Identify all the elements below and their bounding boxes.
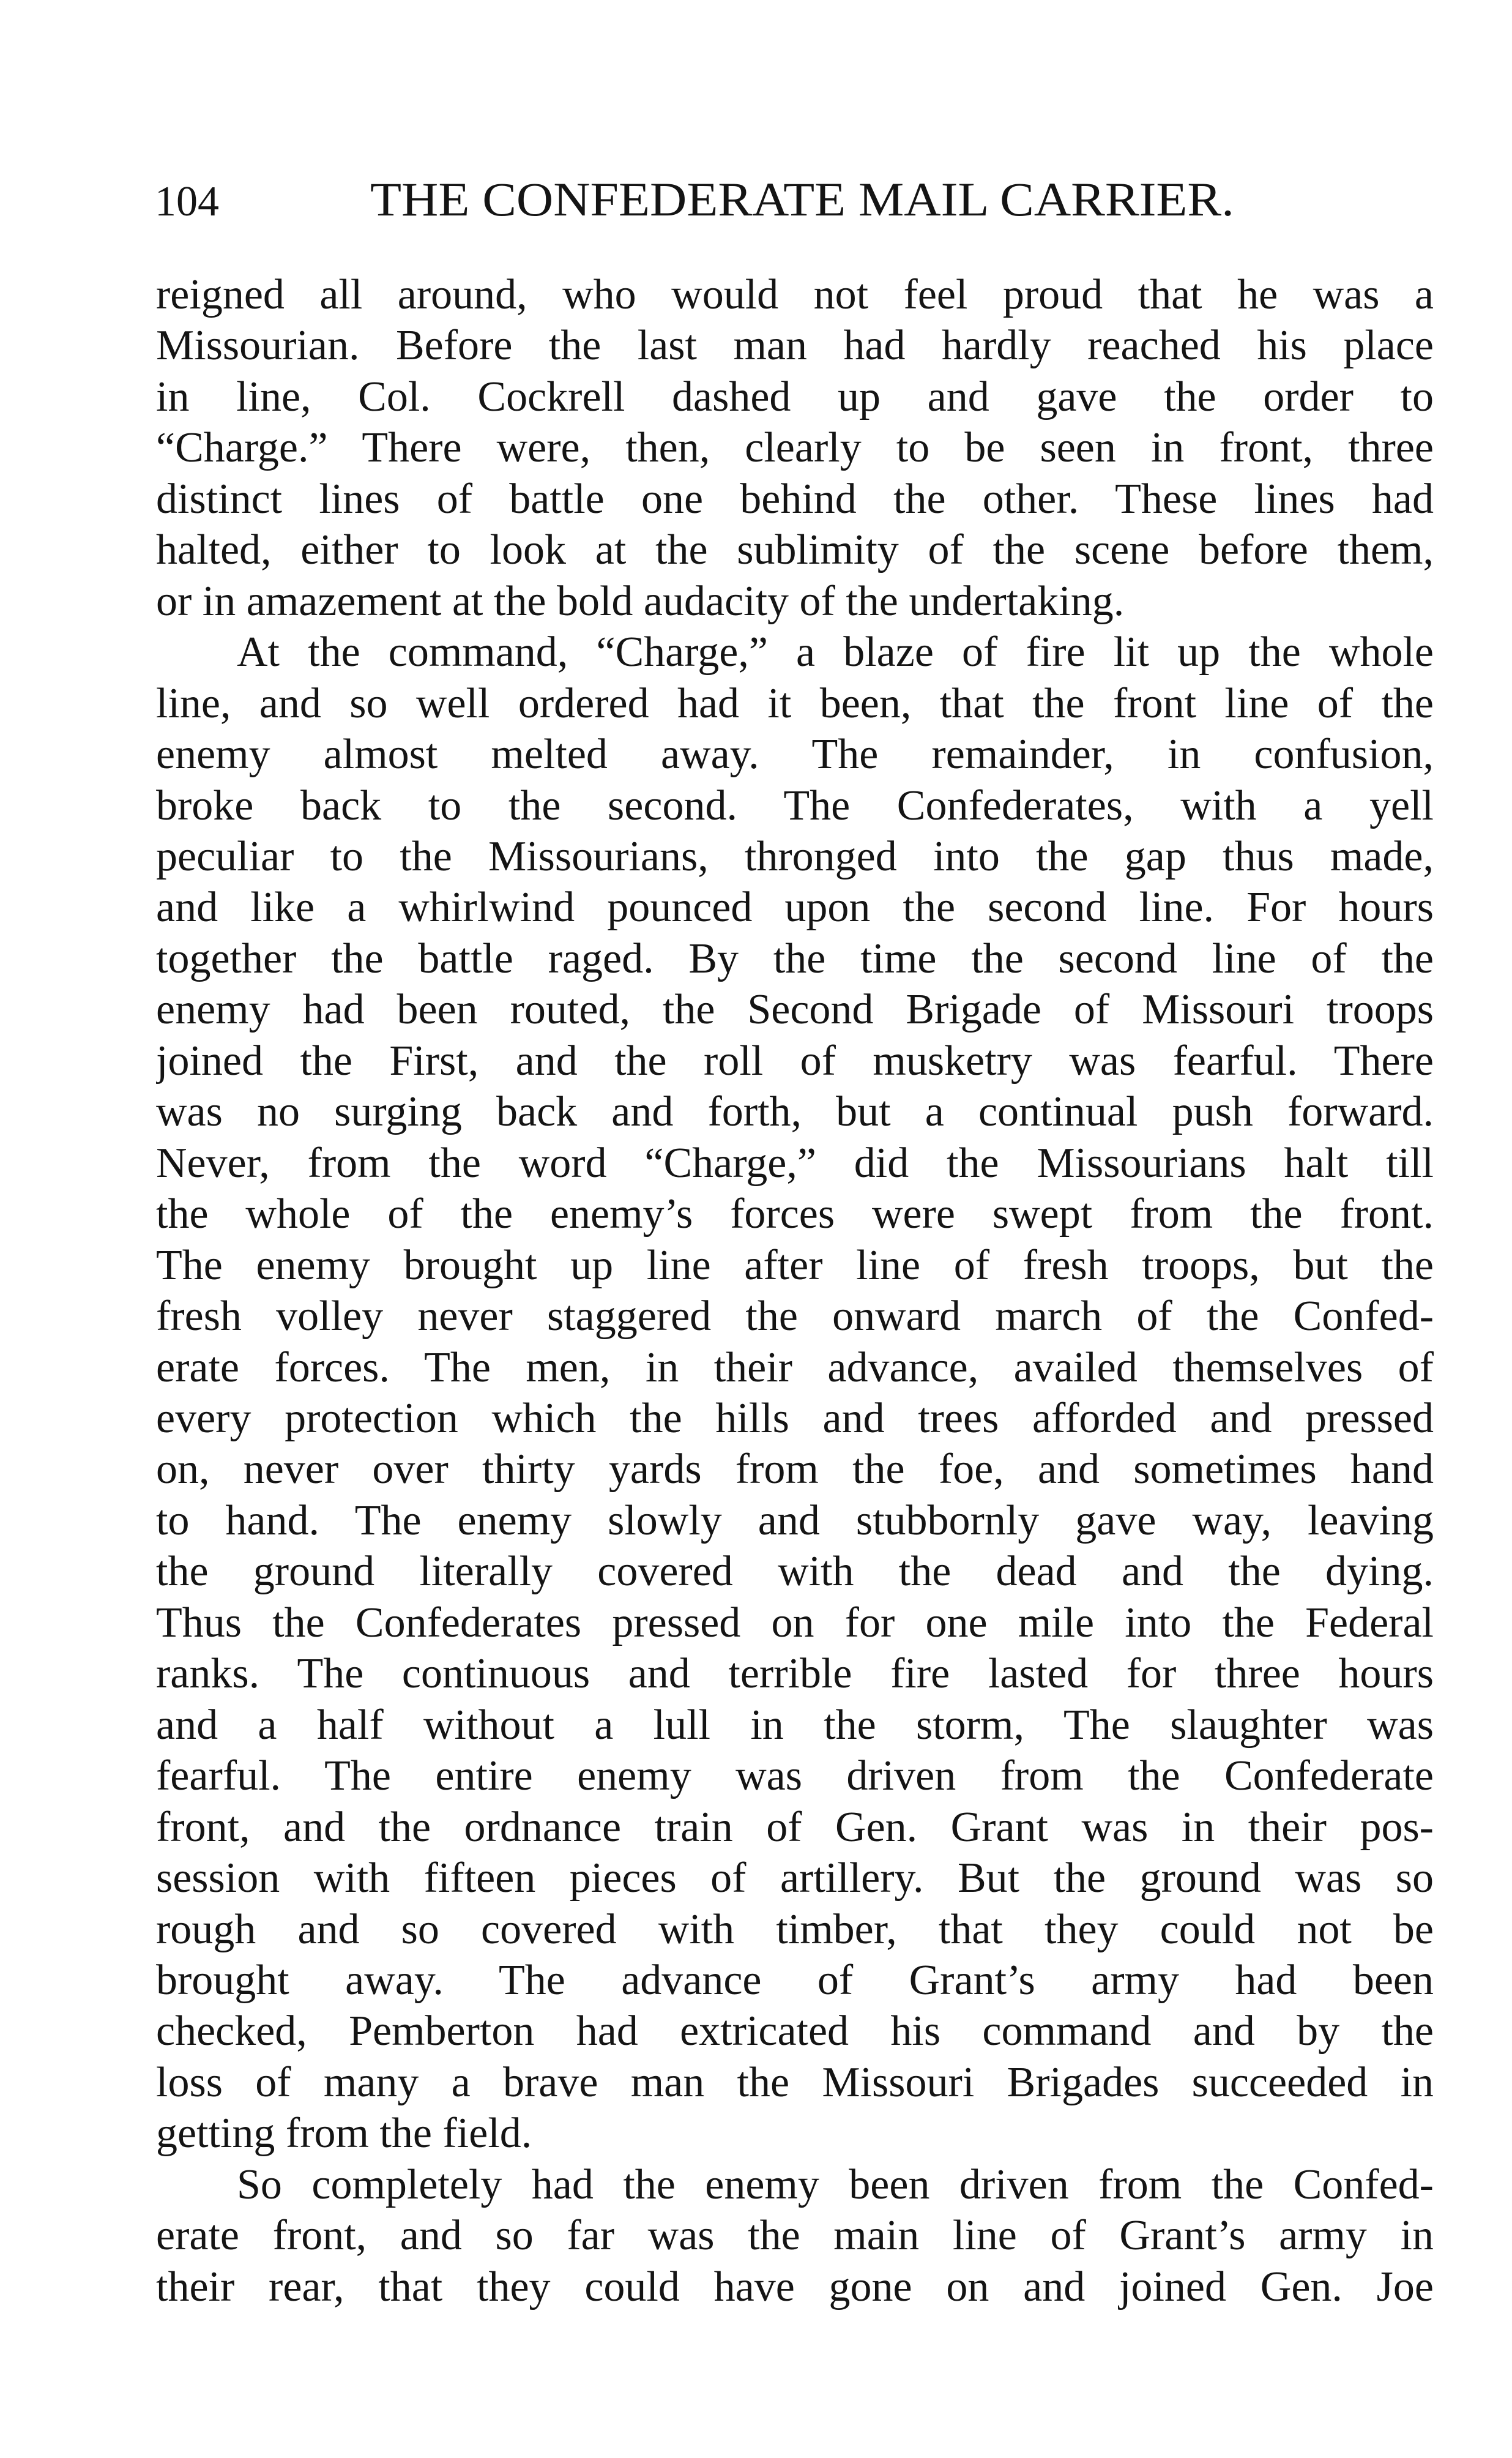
text-line: to hand. The enemy slowly and stubbornly gave way, leaving: [156, 1496, 1434, 1544]
text-line: every protection which the hills and trees afforded and pressed: [156, 1394, 1434, 1442]
text-line: line, and so well ordered had it been, that the front line of the: [156, 679, 1434, 727]
text-line: enemy almost melted away. The remainder, in confusion,: [156, 731, 1434, 779]
text-line: rough and so covered with timber, that they could not be: [156, 1905, 1434, 1953]
paragraph-last-line: or in amazement at the bold audacity of the undertaking.: [156, 577, 1125, 625]
text-line: enemy had been routed, the Second Brigade of Missouri troops: [156, 986, 1434, 1034]
text-line: fearful. The entire enemy was driven from the Confederate: [156, 1752, 1434, 1800]
text-line: and a half without a lull in the storm, The slaughter was: [156, 1701, 1434, 1749]
text-line: distinct lines of battle one behind the other. These lines had: [156, 475, 1434, 523]
page-number: 104: [155, 178, 219, 225]
text-line: on, never over thirty yards from the foe, and sometimes hand: [156, 1446, 1434, 1493]
text-line: broke back to the second. The Confederates, with a yell: [156, 782, 1434, 829]
text-line: halted, either to look at the sublimity of the scene before them,: [156, 526, 1434, 574]
text-line: erate forces. The men, in their advance, availed themselves of: [156, 1343, 1434, 1391]
paragraph-first-line: At the command, “Charge,” a blaze of fire lit up the whole: [237, 629, 1434, 676]
paragraph-last-line: getting from the field.: [156, 2110, 532, 2157]
paragraph-first-line: So completely had the enemy been driven from the Confed-: [237, 2161, 1434, 2208]
text-line: and like a whirlwind pounced upon the second line. For hours: [156, 884, 1434, 932]
text-line: checked, Pemberton had extricated his command and by the: [156, 2008, 1434, 2055]
text-line: Never, from the word “Charge,” did the Missourians halt till: [156, 1139, 1434, 1187]
body-text: [156, 269, 1434, 2312]
text-line: session with fifteen pieces of artillery. But the ground was so: [156, 1855, 1434, 1902]
text-line: was no surging back and forth, but a continual push forward.: [156, 1088, 1434, 1136]
text-line: the whole of the enemy’s forces were swept from the front.: [156, 1190, 1434, 1238]
text-line: front, and the ordnance train of Gen. Grant was in their pos-: [156, 1803, 1434, 1851]
text-line: Thus the Confederates pressed on for one mile into the Federal: [156, 1599, 1434, 1646]
text-line: erate front, and so far was the main line of Grant’s army in: [156, 2212, 1434, 2260]
running-title: THE CONFEDERATE MAIL CARRIER.: [370, 173, 1235, 226]
text-line: fresh volley never staggered the onward march of the Confed-: [156, 1293, 1434, 1340]
text-line: joined the First, and the roll of musketry was fearful. There: [156, 1037, 1434, 1085]
text-line: “Charge.” There were, then, clearly to be seen in front, three: [156, 424, 1434, 472]
text-line: together the battle raged. By the time the second line of the: [156, 935, 1434, 982]
running-head: [370, 175, 1234, 224]
text-line: Missourian. Before the last man had hardly reached his place: [156, 322, 1434, 370]
text-line: brought away. The advance of Grant’s army had been: [156, 1956, 1434, 2004]
text-line: peculiar to the Missourians, thronged into the gap thus made,: [156, 832, 1434, 880]
text-line: reigned all around, who would not feel proud that he was a: [156, 271, 1434, 318]
text-line: in line, Col. Cockrell dashed up and gave the order to: [156, 373, 1434, 420]
text-line: their rear, that they could have gone on and joined Gen. Joe: [156, 2263, 1434, 2310]
text-line: The enemy brought up line after line of fresh troops, but the: [156, 1241, 1434, 1289]
text-line: loss of many a brave man the Missouri Brigades succeeded in: [156, 2058, 1434, 2106]
text-line: ranks. The continuous and terrible fire lasted for three hours: [156, 1650, 1434, 1698]
text-line: the ground literally covered with the dead and the dying.: [156, 1548, 1434, 1596]
